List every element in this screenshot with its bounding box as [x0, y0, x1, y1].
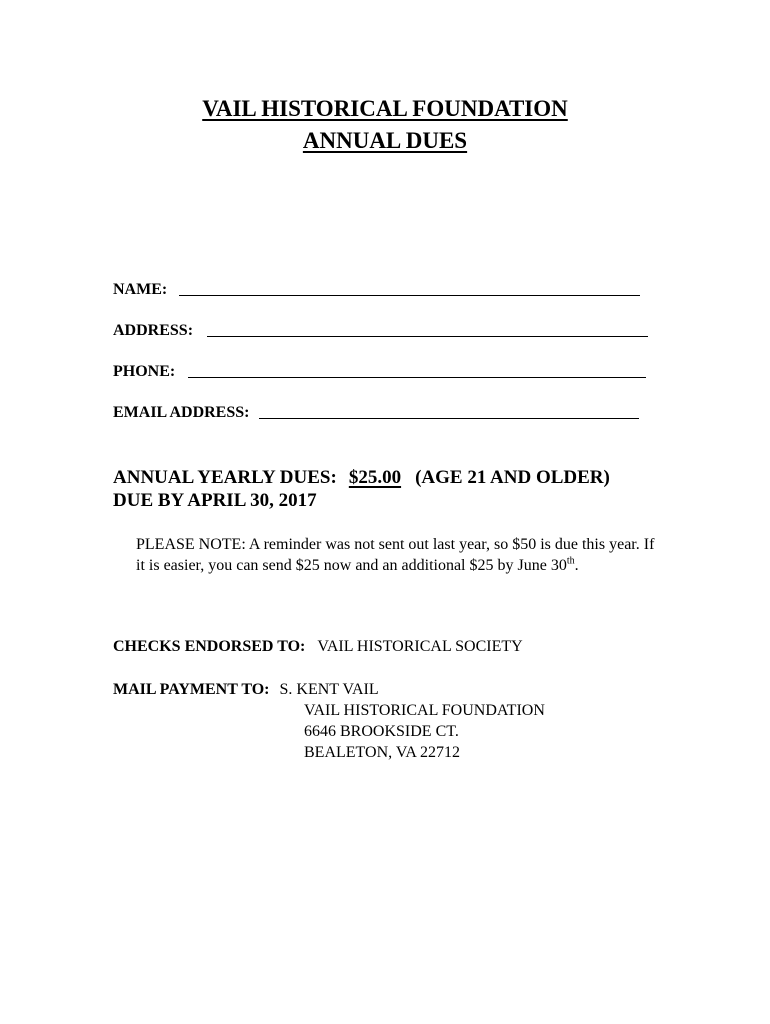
document-subtitle — [0, 126, 770, 156]
phone-field[interactable] — [113, 362, 646, 382]
mail-address-line-3: 6646 BROOKSIDE CT. — [304, 723, 459, 740]
note-end: . — [574, 557, 579, 574]
note-superscript: th — [566, 555, 575, 567]
please-note-paragraph — [136, 534, 662, 576]
checks-payee: VAIL HISTORICAL SOCIETY — [317, 638, 523, 655]
phone-blank-line[interactable] — [188, 376, 646, 378]
annual-dues-line — [113, 467, 610, 489]
email-blank-line[interactable] — [259, 417, 639, 419]
title-line-1: VAIL HISTORICAL FOUNDATION — [202, 96, 568, 121]
name-blank-line[interactable] — [179, 294, 640, 296]
mail-address-line-1: S. KENT VAIL — [279, 681, 379, 698]
address-label: ADDRESS: — [113, 322, 194, 339]
mail-address-line-4: BEALETON, VA 22712 — [304, 744, 461, 761]
email-field[interactable] — [113, 403, 639, 423]
email-label: EMAIL ADDRESS: — [113, 404, 250, 421]
dues-label: ANNUAL YEARLY DUES: — [113, 467, 337, 488]
mail-payment-line — [113, 679, 379, 700]
document-title — [0, 94, 770, 124]
name-field[interactable] — [113, 280, 640, 300]
due-date: DUE BY APRIL 30, 2017 — [113, 490, 317, 511]
address-blank-line[interactable] — [207, 335, 648, 337]
phone-label: PHONE: — [113, 363, 176, 380]
note-text: PLEASE NOTE: A reminder was not sent out last year, so $50 is due this year. If it is easier, you can send $25 now and an additional $25 by June 30 — [136, 536, 655, 574]
dues-amount: $25.00 — [348, 467, 402, 488]
checks-endorsed-line — [113, 637, 523, 657]
title-line-2: ANNUAL DUES — [302, 128, 468, 153]
address-field[interactable] — [113, 321, 648, 341]
mail-label: MAIL PAYMENT TO: — [113, 681, 270, 698]
dues-age-requirement: (AGE 21 AND OLDER) — [415, 467, 610, 488]
checks-label: CHECKS ENDORSED TO: — [113, 638, 306, 655]
name-label: NAME: — [113, 281, 168, 298]
mail-address-line-2: VAIL HISTORICAL FOUNDATION — [304, 702, 545, 719]
